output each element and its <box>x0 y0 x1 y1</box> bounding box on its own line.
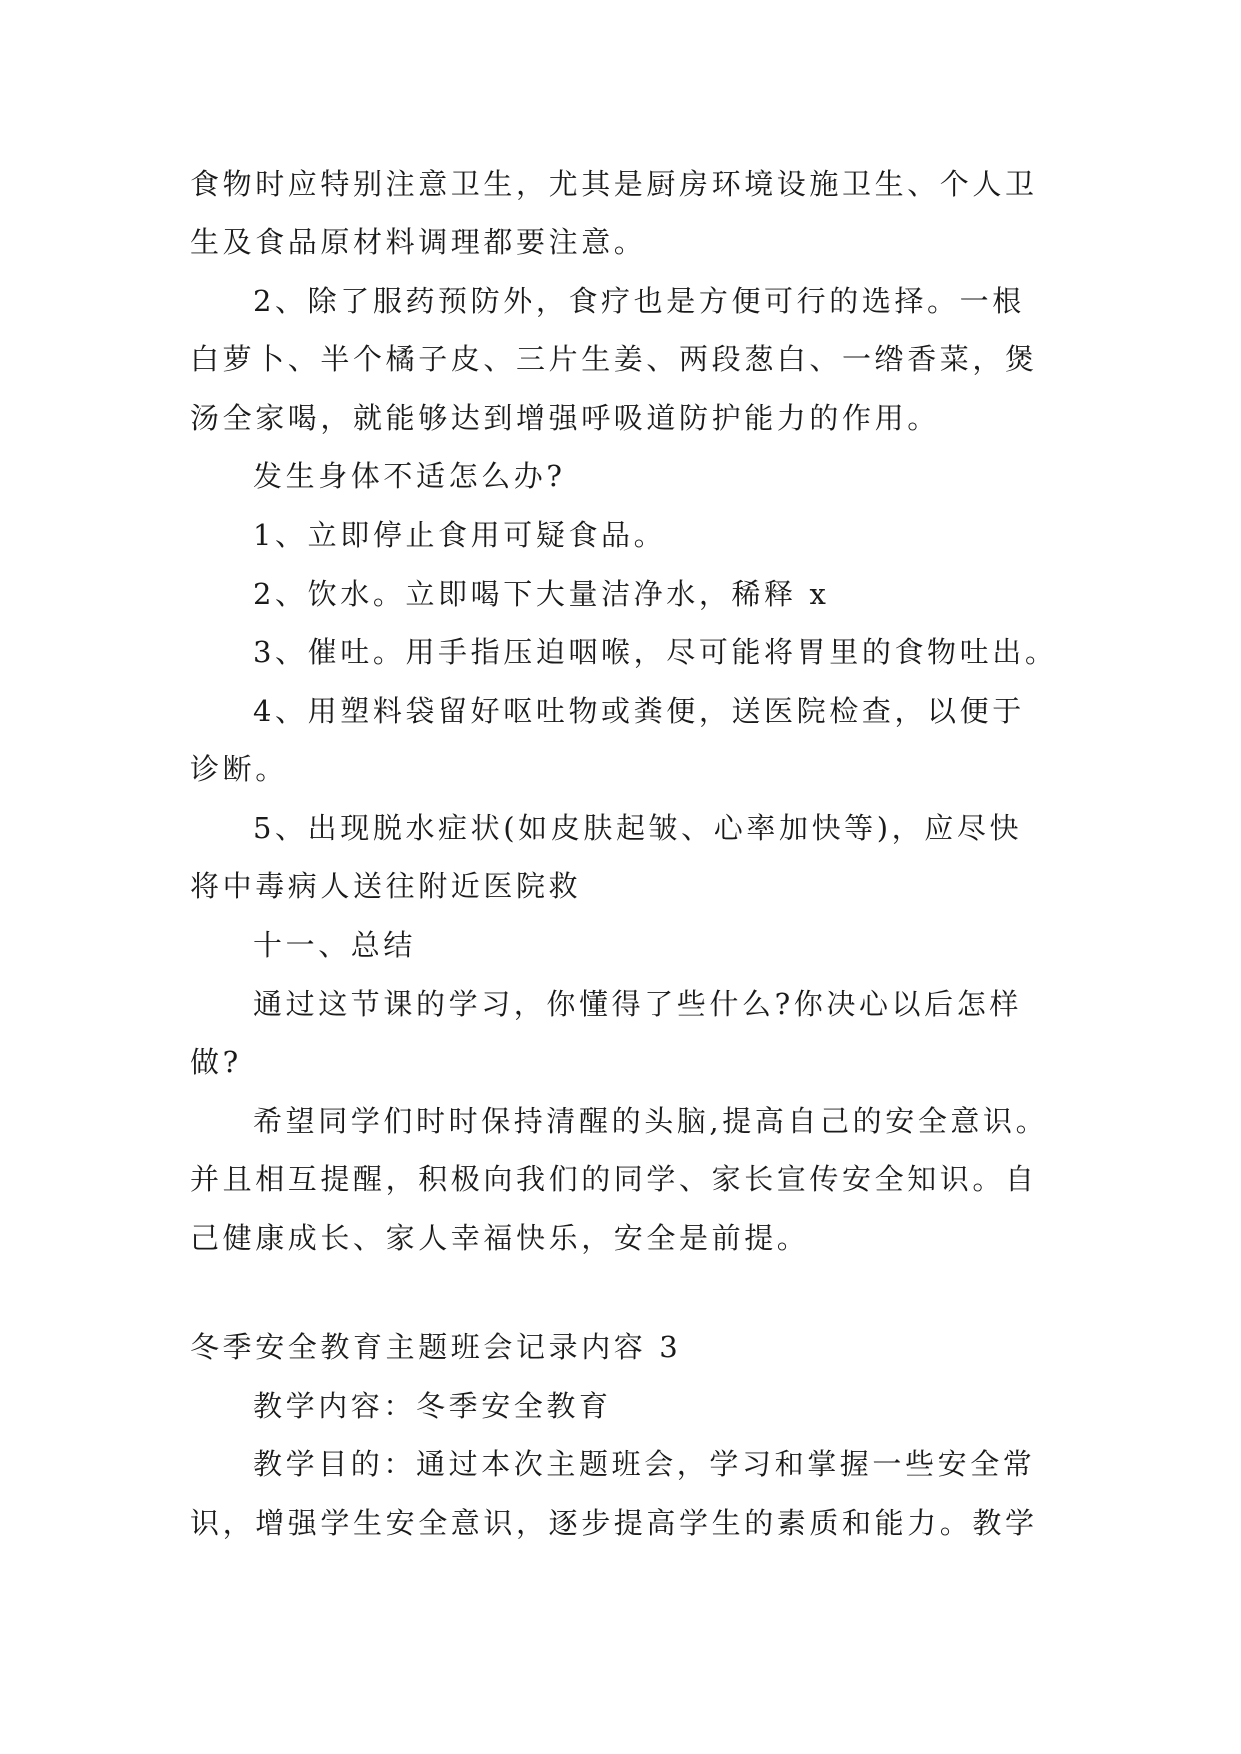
text-line: 生及食品原材料调理都要注意。 <box>190 225 647 259</box>
text-line: 白萝卜、半个橘子皮、三片生姜、两段葱白、一绺香菜，煲 <box>190 342 1038 376</box>
text-line: 己健康成长、家人幸福快乐，安全是前提。 <box>190 1221 810 1255</box>
text-line: 通过这节课的学习，你懂得了些什么?你决心以后怎样 <box>253 987 1022 1021</box>
text-line: 2、饮水。立即喝下大量洁净水，稀释 x <box>253 577 830 611</box>
text-line: 识，增强学生安全意识，逐步提高学生的素质和能力。教学 <box>190 1506 1038 1540</box>
text-line: 做? <box>190 1045 242 1079</box>
text-line: 3、催吐。用手指压迫咽喉，尽可能将胃里的食物吐出。 <box>253 635 1058 669</box>
document-title: 冬季安全教育主题班会记录内容 3 <box>190 1330 682 1364</box>
text-line: 食物时应特别注意卫生，尤其是厨房环境设施卫生、个人卫 <box>190 167 1038 201</box>
text-line: 教学内容：冬季安全教育 <box>253 1389 612 1423</box>
text-line: 4、用塑料袋留好呕吐物或粪便，送医院检查，以便于 <box>253 694 1025 728</box>
text-line: 2、除了服药预防外，食疗也是方便可行的选择。一根 <box>253 284 1025 318</box>
text-line: 将中毒病人送往附近医院救 <box>190 869 582 903</box>
text-line: 1、立即停止食用可疑食品。 <box>253 518 667 552</box>
text-line: 希望同学们时时保持清醒的头脑,提高自己的安全意识。 <box>253 1104 1049 1138</box>
text-line: 并且相互提醒，积极向我们的同学、家长宣传安全知识。自 <box>190 1162 1038 1196</box>
text-line: 5、出现脱水症状(如皮肤起皱、心率加快等)，应尽快 <box>253 811 1023 845</box>
text-line: 教学目的：通过本次主题班会，学习和掌握一些安全常 <box>253 1447 1036 1481</box>
text-line: 诊断。 <box>190 752 288 786</box>
text-line: 汤全家喝，就能够达到增强呼吸道防护能力的作用。 <box>190 401 940 435</box>
section-heading: 十一、总结 <box>253 928 417 962</box>
text-line: 发生身体不适怎么办? <box>253 459 566 493</box>
